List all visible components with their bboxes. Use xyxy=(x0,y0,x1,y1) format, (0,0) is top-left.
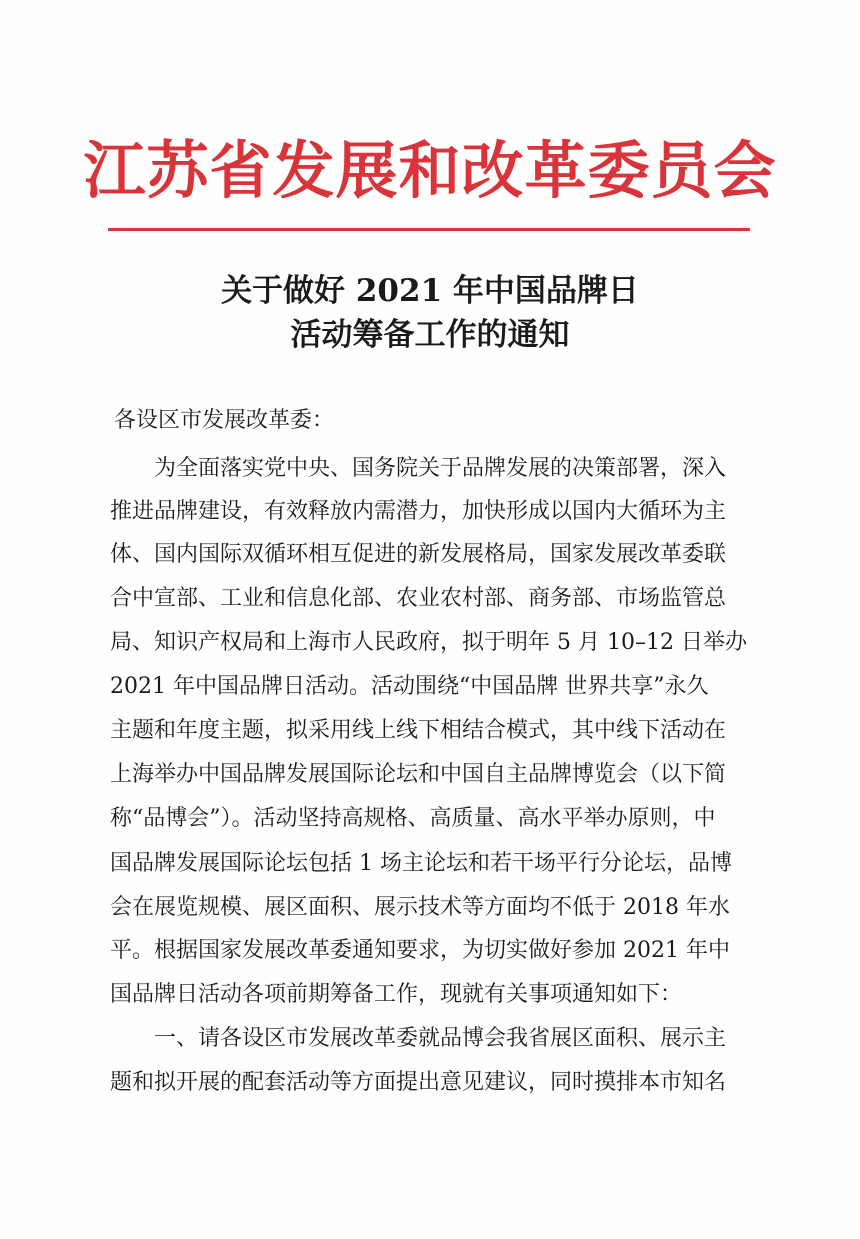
salutation: 各设区市发展改革委： xyxy=(114,408,335,433)
paragraph-1-line-6: 2021 年中国品牌日活动。活动围绕“中国品牌 世界共享”永久 xyxy=(110,674,709,699)
paragraph-1-line-13: 国品牌日活动各项前期筹备工作，现就有关事项通知如下： xyxy=(110,982,683,1007)
letterhead-title: 江苏省发展和改革委员会 xyxy=(83,134,777,207)
paragraph-2-line-1: 一、请各设区市发展改革委就品博会我省展区面积、展示主 xyxy=(110,1026,727,1051)
paragraph-1-line-4: 合中宣部、工业和信息化部、农业农村部、商务部、市场监管总 xyxy=(110,586,727,611)
letterhead-red-rule xyxy=(108,228,750,231)
paragraph-1-line-3: 体、国内国际双循环相互促进的新发展格局，国家发展改革委联 xyxy=(110,542,727,567)
notice-title-line-2: 活动筹备工作的通知 xyxy=(290,317,570,353)
paragraph-2-line-2: 题和拟开展的配套活动等方面提出意见建议，同时摸排本市知名 xyxy=(110,1070,727,1095)
paragraph-1-line-7: 主题和年度主题，拟采用线上线下相结合模式，其中线下活动在 xyxy=(110,718,727,743)
paragraph-1-line-9: 称“品博会”）。活动坚持高规格、高质量、高水平举办原则，中 xyxy=(110,806,716,831)
paragraph-1-line-11: 会在展览规模、展区面积、展示技术等方面均不低于 2018 年水 xyxy=(110,895,730,920)
paragraph-1-line-5: 局、知识产权局和上海市人民政府，拟于明年 5 月 10–12 日举办 xyxy=(110,630,747,655)
paragraph-1-line-12: 平。根据国家发展改革委通知要求，为切实做好参加 2021 年中 xyxy=(110,938,730,963)
paragraph-1-line-1: 为全面落实党中央、国务院关于品牌发展的决策部署，深入 xyxy=(110,456,727,481)
paragraph-1-line-8: 上海举办中国品牌发展国际论坛和中国自主品牌博览会（以下简 xyxy=(110,762,727,787)
paragraph-1-line-10: 国品牌发展国际论坛包括 1 场主论坛和若干场平行分论坛，品博 xyxy=(110,851,732,876)
notice-title-line-1: 关于做好 2021 年中国品牌日 xyxy=(221,273,639,309)
paragraph-1-line-2: 推进品牌建设，有效释放内需潜力，加快形成以国内大循环为主 xyxy=(110,499,727,524)
